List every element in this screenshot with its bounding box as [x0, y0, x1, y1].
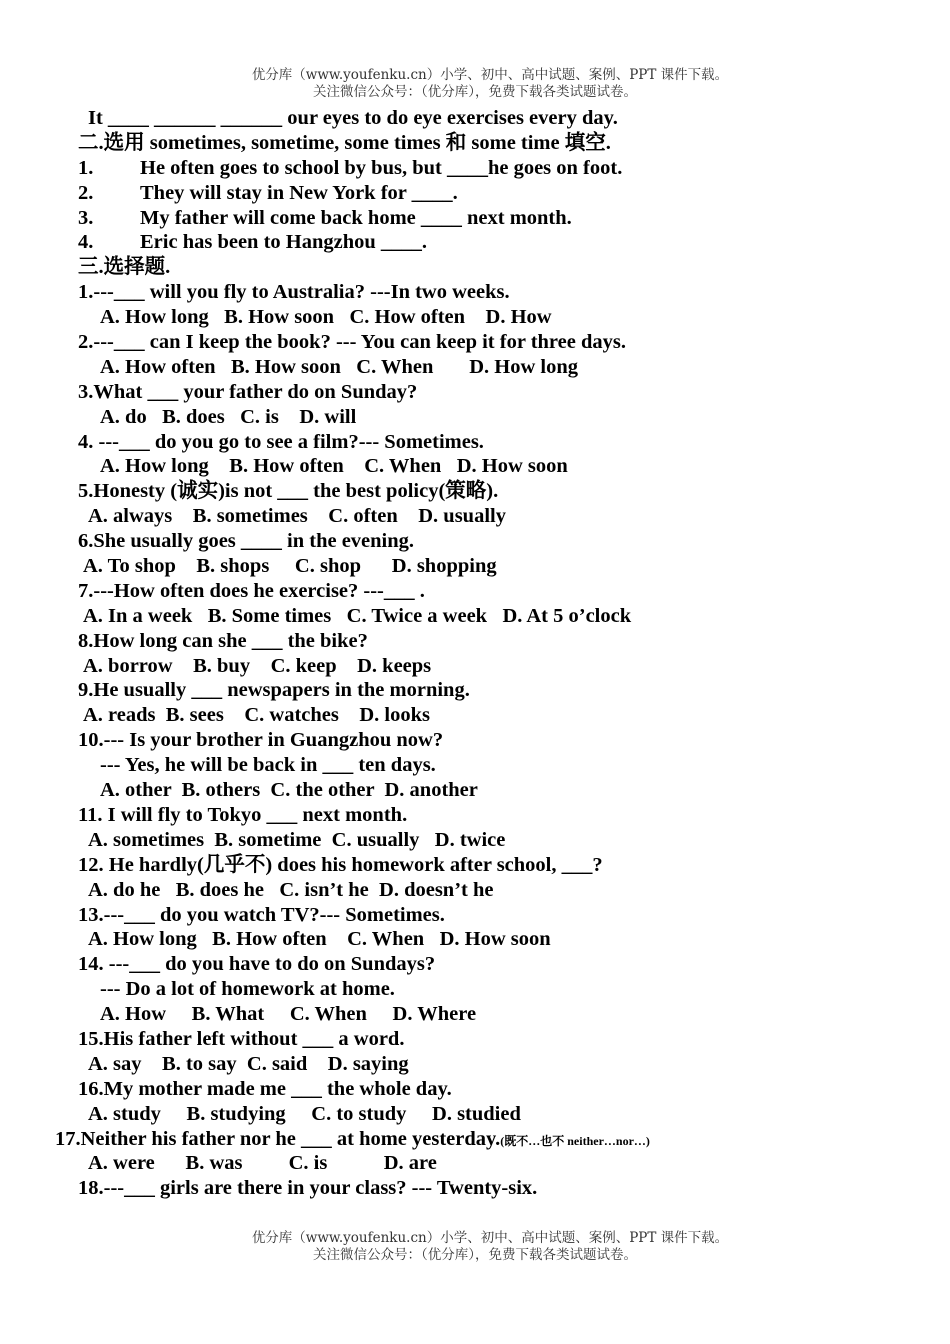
question-8: 8.How long can she ___ the bike? — [78, 629, 368, 652]
question-4: 4. ---___ do you go to see a film?--- Sometimes. — [78, 430, 484, 453]
question-6-options: A. To shop B. shops C. shop D. shopping — [83, 555, 497, 578]
question-text: Eric has been to Hangzhou ____. — [140, 231, 428, 254]
question-number: 1. — [78, 156, 94, 179]
question-text: 17.Neither his father nor he ___ at home yesterday. — [55, 1127, 501, 1150]
question-7-options: A. In a week B. Some times C. Twice a week D. At 5 o’clock — [83, 604, 632, 627]
document-body — [0, 106, 950, 1201]
section-2-question-3 — [0, 206, 950, 231]
question-text: He often goes to school by bus, but ____he goes on foot. — [140, 156, 623, 179]
question-11-options: A. sometimes B. sometime C. usually D. twice — [88, 828, 506, 851]
question-18: 18.---___ girls are there in your class? --- Twenty-six. — [78, 1177, 538, 1200]
question-8-options: A. borrow B. buy C. keep D. keeps — [83, 654, 432, 677]
question-5-options: A. always B. sometimes C. often D. usually — [88, 505, 506, 528]
question-10-answer-line: --- Yes, he will be back in ___ ten days. — [100, 754, 436, 777]
question-7: 7.---How often does he exercise? ---___ . — [78, 579, 425, 602]
question-14: 14. ---___ do you have to do on Sundays? — [78, 953, 436, 976]
footer-line-1: 优分库（www.youfenku.cn）小学、初中、高中试题、案例、PPT 课件下载。 — [251, 1230, 729, 1246]
question-3-options: A. do B. does C. is D. will — [100, 405, 357, 428]
header-line-2: 关注微信公众号：（优分库），免费下载各类试题试卷。 — [313, 84, 637, 100]
section-2-question-1 — [0, 156, 950, 181]
question-3: 3.What ___ your father do on Sunday? — [78, 380, 418, 403]
question-6: 6.She usually goes ____ in the evening. — [78, 530, 415, 553]
question-10: 10.--- Is your brother in Guangzhou now? — [78, 729, 444, 752]
question-17 — [0, 1127, 950, 1152]
question-1-options: A. How long B. How soon C. How often D. How — [100, 306, 552, 329]
page-header — [0, 67, 950, 101]
question-13: 13.---___ do you watch TV?--- Sometimes. — [78, 903, 445, 926]
question-10-options: A. other B. others C. the other D. another — [100, 779, 478, 802]
question-11: 11. I will fly to Tokyo ___ next month. — [78, 803, 408, 826]
question-number: 2. — [78, 181, 94, 204]
question-12: 12. He hardly(几乎不) does his homework after school, ___? — [78, 853, 603, 876]
question-14-answer-line: --- Do a lot of homework at home. — [100, 978, 395, 1001]
question-13-options: A. How long B. How often C. When D. How soon — [88, 928, 551, 951]
question-5: 5.Honesty (诚实)is not ___ the best policy(策略). — [78, 480, 499, 503]
section-3-title: 三.选择题. — [78, 256, 171, 279]
question-9: 9.He usually ___ newspapers in the morning. — [78, 679, 470, 702]
section-2-question-2 — [0, 181, 950, 206]
question-2: 2.---___ can I keep the book? --- You can keep it for three days. — [78, 331, 626, 354]
question-text: My father will come back home ____ next month. — [140, 206, 572, 229]
question-17-options: A. were B. was C. is D. are — [88, 1152, 437, 1175]
question-17-note: (既不…也不 neither…nor…) — [500, 1133, 650, 1148]
page-footer — [0, 1230, 950, 1264]
question-line: It ____ ______ ______ our eyes to do eye exercises every day. — [88, 107, 618, 129]
question-number: 4. — [78, 231, 94, 254]
question-4-options: A. How long B. How often C. When D. How soon — [100, 455, 568, 478]
footer-line-2: 关注微信公众号：（优分库），免费下载各类试题试卷。 — [313, 1247, 637, 1263]
question-2-options: A. How often B. How soon C. When D. How long — [100, 355, 578, 378]
question-number: 3. — [78, 206, 94, 229]
question-9-options: A. reads B. sees C. watches D. looks — [83, 704, 430, 727]
question-16: 16.My mother made me ___ the whole day. — [78, 1077, 452, 1100]
question-15-options: A. say B. to say C. said D. saying — [88, 1052, 409, 1075]
question-16-options: A. study B. studying C. to study D. studied — [88, 1102, 521, 1125]
header-line-1: 优分库（www.youfenku.cn）小学、初中、高中试题、案例、PPT 课件下载。 — [251, 67, 729, 83]
question-1: 1.---___ will you fly to Australia? ---In two weeks. — [78, 281, 510, 304]
question-15: 15.His father left without ___ a word. — [78, 1027, 405, 1050]
question-12-options: A. do he B. does he C. isn’t he D. doesn’t he — [88, 878, 494, 901]
section-2-title: 二.选用 sometimes, sometime, some times 和 some time 填空. — [78, 131, 611, 154]
question-14-options: A. How B. What C. When D. Where — [100, 1003, 477, 1026]
question-text: They will stay in New York for ____. — [140, 181, 458, 204]
section-2-question-4 — [0, 230, 950, 255]
